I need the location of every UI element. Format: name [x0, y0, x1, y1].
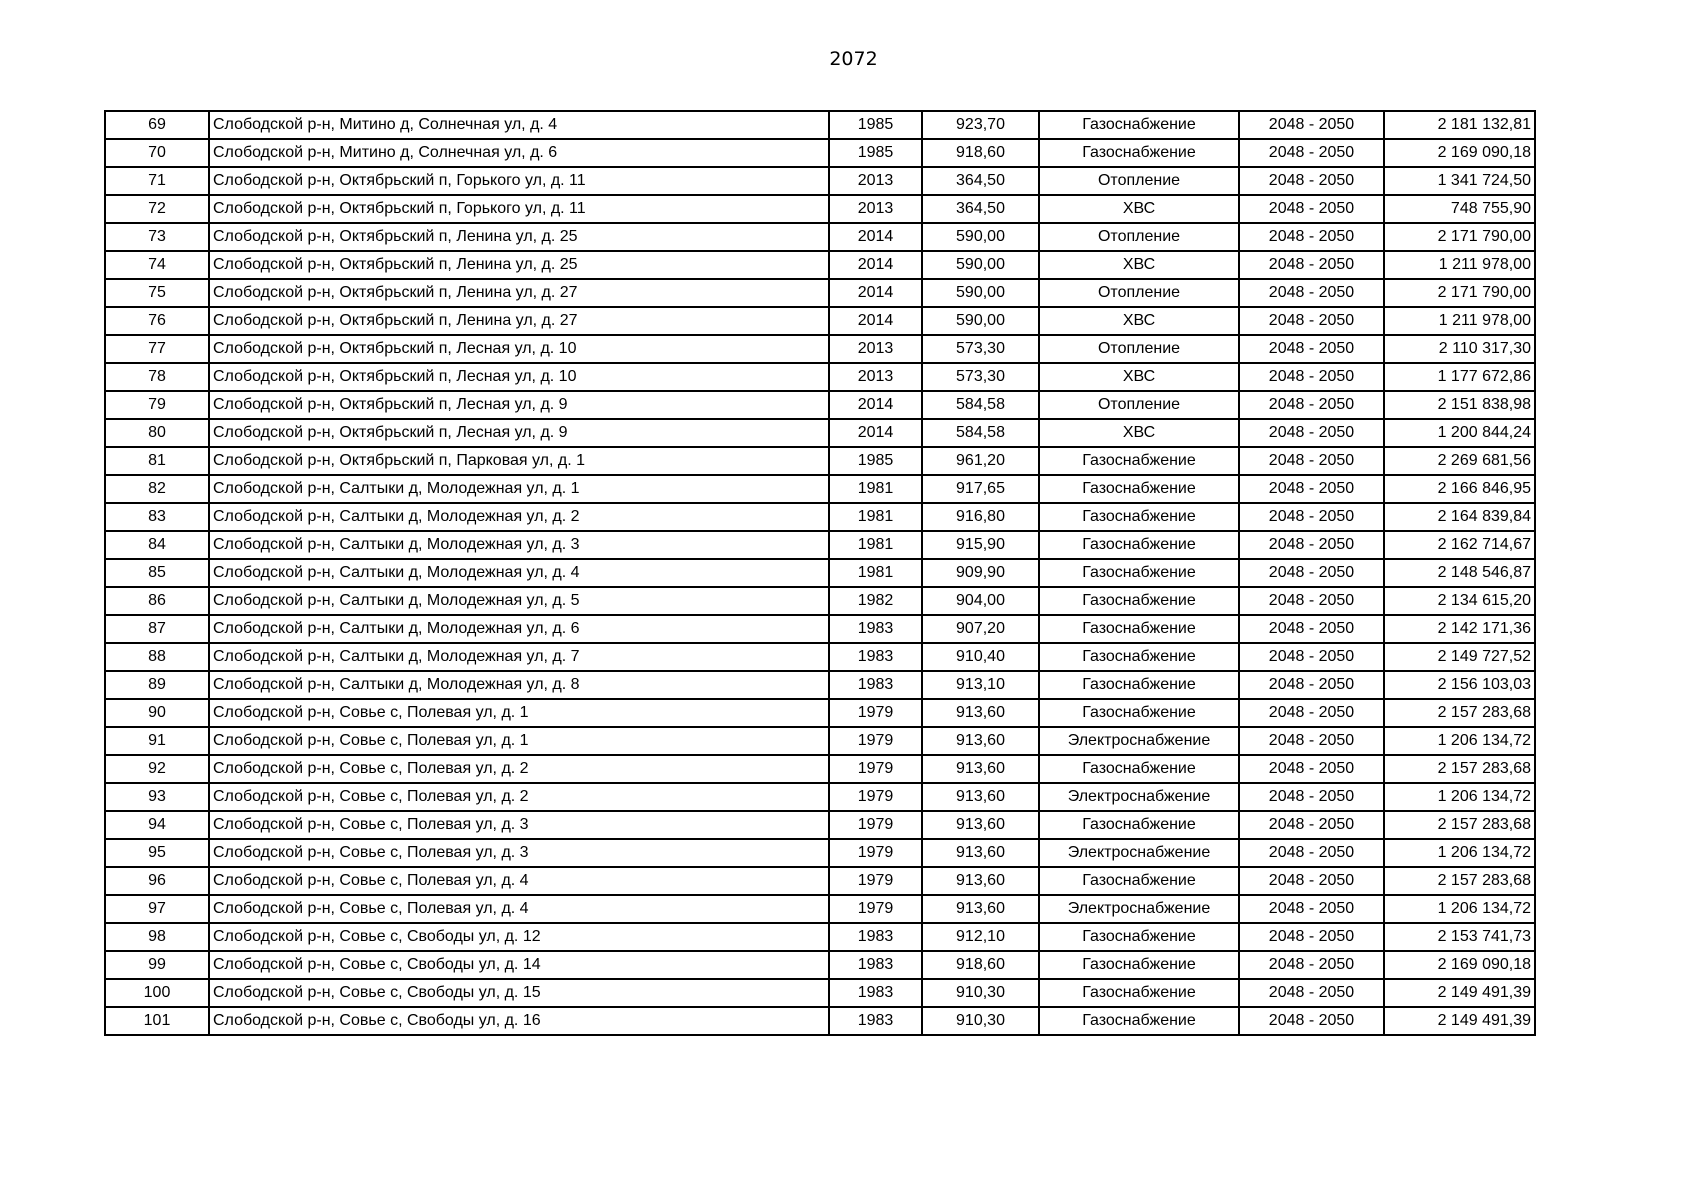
row-number-cell: 89 [105, 671, 209, 699]
work-type-cell: Электроснабжение [1039, 895, 1239, 923]
area-cell: 590,00 [922, 307, 1039, 335]
work-type-cell: Отопление [1039, 335, 1239, 363]
period-cell: 2048 - 2050 [1239, 979, 1384, 1007]
cost-cell: 1 200 844,24 [1384, 419, 1535, 447]
period-cell: 2048 - 2050 [1239, 139, 1384, 167]
work-type-cell: Газоснабжение [1039, 531, 1239, 559]
work-type-cell: Газоснабжение [1039, 615, 1239, 643]
row-number-cell: 98 [105, 923, 209, 951]
period-cell: 2048 - 2050 [1239, 671, 1384, 699]
cost-cell: 2 149 491,39 [1384, 979, 1535, 1007]
period-cell: 2048 - 2050 [1239, 531, 1384, 559]
address-cell: Слободской р-н, Октябрьский п, Горького ул, д. 11 [209, 167, 829, 195]
area-cell: 913,60 [922, 727, 1039, 755]
build-year-cell: 1985 [829, 139, 922, 167]
address-cell: Слободской р-н, Салтыки д, Молодежная ул, д. 6 [209, 615, 829, 643]
build-year-cell: 2014 [829, 391, 922, 419]
row-number-cell: 76 [105, 307, 209, 335]
table-row [105, 1007, 1535, 1035]
period-cell: 2048 - 2050 [1239, 783, 1384, 811]
row-number-cell: 94 [105, 811, 209, 839]
work-type-cell: Газоснабжение [1039, 559, 1239, 587]
work-type-cell: Газоснабжение [1039, 755, 1239, 783]
build-year-cell: 2014 [829, 279, 922, 307]
row-number-cell: 72 [105, 195, 209, 223]
work-type-cell: ХВС [1039, 195, 1239, 223]
table-row [105, 447, 1535, 475]
table-row [105, 475, 1535, 503]
address-cell: Слободской р-н, Совье с, Свободы ул, д. 16 [209, 1007, 829, 1035]
table-row [105, 979, 1535, 1007]
row-number-cell: 85 [105, 559, 209, 587]
address-cell: Слободской р-н, Октябрьский п, Парковая ул, д. 1 [209, 447, 829, 475]
build-year-cell: 1983 [829, 671, 922, 699]
table-row [105, 587, 1535, 615]
period-cell: 2048 - 2050 [1239, 475, 1384, 503]
build-year-cell: 1985 [829, 111, 922, 139]
area-cell: 917,65 [922, 475, 1039, 503]
row-number-cell: 69 [105, 111, 209, 139]
table-row [105, 559, 1535, 587]
row-number-cell: 75 [105, 279, 209, 307]
table-body [105, 111, 1535, 1035]
build-year-cell: 1979 [829, 839, 922, 867]
cost-cell: 2 162 714,67 [1384, 531, 1535, 559]
period-cell: 2048 - 2050 [1239, 615, 1384, 643]
table-row [105, 895, 1535, 923]
area-cell: 584,58 [922, 419, 1039, 447]
build-year-cell: 1982 [829, 587, 922, 615]
area-cell: 910,30 [922, 979, 1039, 1007]
cost-cell: 2 166 846,95 [1384, 475, 1535, 503]
period-cell: 2048 - 2050 [1239, 279, 1384, 307]
work-type-cell: Газоснабжение [1039, 1007, 1239, 1035]
area-cell: 913,60 [922, 755, 1039, 783]
area-cell: 961,20 [922, 447, 1039, 475]
area-cell: 916,80 [922, 503, 1039, 531]
build-year-cell: 1983 [829, 615, 922, 643]
row-number-cell: 79 [105, 391, 209, 419]
build-year-cell: 1979 [829, 699, 922, 727]
work-type-cell: ХВС [1039, 307, 1239, 335]
cost-cell: 1 211 978,00 [1384, 251, 1535, 279]
table-row [105, 923, 1535, 951]
cost-cell: 2 157 283,68 [1384, 755, 1535, 783]
build-year-cell: 1983 [829, 923, 922, 951]
cost-cell: 2 149 491,39 [1384, 1007, 1535, 1035]
build-year-cell: 1981 [829, 475, 922, 503]
work-type-cell: Электроснабжение [1039, 783, 1239, 811]
area-cell: 907,20 [922, 615, 1039, 643]
build-year-cell: 1979 [829, 727, 922, 755]
address-cell: Слободской р-н, Совье с, Свободы ул, д. 14 [209, 951, 829, 979]
address-cell: Слободской р-н, Октябрьский п, Горького ул, д. 11 [209, 195, 829, 223]
address-cell: Слободской р-н, Салтыки д, Молодежная ул, д. 4 [209, 559, 829, 587]
cost-cell: 2 110 317,30 [1384, 335, 1535, 363]
page-number: 2072 [829, 48, 878, 70]
address-cell: Слободской р-н, Салтыки д, Молодежная ул, д. 1 [209, 475, 829, 503]
cost-cell: 1 206 134,72 [1384, 839, 1535, 867]
period-cell: 2048 - 2050 [1239, 503, 1384, 531]
work-type-cell: ХВС [1039, 419, 1239, 447]
work-type-cell: Газоснабжение [1039, 699, 1239, 727]
period-cell: 2048 - 2050 [1239, 951, 1384, 979]
table-row [105, 251, 1535, 279]
table-row [105, 867, 1535, 895]
row-number-cell: 84 [105, 531, 209, 559]
period-cell: 2048 - 2050 [1239, 335, 1384, 363]
period-cell: 2048 - 2050 [1239, 167, 1384, 195]
area-cell: 913,60 [922, 867, 1039, 895]
row-number-cell: 95 [105, 839, 209, 867]
cost-cell: 2 181 132,81 [1384, 111, 1535, 139]
area-cell: 590,00 [922, 279, 1039, 307]
build-year-cell: 2014 [829, 419, 922, 447]
area-cell: 918,60 [922, 139, 1039, 167]
address-cell: Слободской р-н, Совье с, Полевая ул, д. 3 [209, 839, 829, 867]
table-row [105, 615, 1535, 643]
row-number-cell: 71 [105, 167, 209, 195]
area-cell: 918,60 [922, 951, 1039, 979]
work-type-cell: Газоснабжение [1039, 979, 1239, 1007]
area-cell: 590,00 [922, 251, 1039, 279]
area-cell: 904,00 [922, 587, 1039, 615]
period-cell: 2048 - 2050 [1239, 363, 1384, 391]
cost-cell: 1 341 724,50 [1384, 167, 1535, 195]
row-number-cell: 93 [105, 783, 209, 811]
period-cell: 2048 - 2050 [1239, 699, 1384, 727]
cost-cell: 2 171 790,00 [1384, 223, 1535, 251]
area-cell: 910,30 [922, 1007, 1039, 1035]
work-type-cell: Газоснабжение [1039, 139, 1239, 167]
table-row [105, 111, 1535, 139]
area-cell: 915,90 [922, 531, 1039, 559]
cost-cell: 1 211 978,00 [1384, 307, 1535, 335]
row-number-cell: 80 [105, 419, 209, 447]
cost-cell: 1 206 134,72 [1384, 895, 1535, 923]
cost-cell: 2 142 171,36 [1384, 615, 1535, 643]
cost-cell: 1 177 672,86 [1384, 363, 1535, 391]
table-row [105, 419, 1535, 447]
table-row [105, 335, 1535, 363]
address-cell: Слободской р-н, Октябрьский п, Ленина ул, д. 25 [209, 251, 829, 279]
table-row [105, 363, 1535, 391]
row-number-cell: 92 [105, 755, 209, 783]
table-row [105, 531, 1535, 559]
cost-cell: 2 164 839,84 [1384, 503, 1535, 531]
area-cell: 590,00 [922, 223, 1039, 251]
work-type-cell: ХВС [1039, 251, 1239, 279]
build-year-cell: 1985 [829, 447, 922, 475]
build-year-cell: 1979 [829, 895, 922, 923]
build-year-cell: 2013 [829, 195, 922, 223]
address-cell: Слободской р-н, Совье с, Полевая ул, д. 2 [209, 755, 829, 783]
area-cell: 913,60 [922, 895, 1039, 923]
period-cell: 2048 - 2050 [1239, 195, 1384, 223]
row-number-cell: 81 [105, 447, 209, 475]
build-year-cell: 2013 [829, 335, 922, 363]
period-cell: 2048 - 2050 [1239, 811, 1384, 839]
period-cell: 2048 - 2050 [1239, 895, 1384, 923]
address-cell: Слободской р-н, Салтыки д, Молодежная ул, д. 2 [209, 503, 829, 531]
period-cell: 2048 - 2050 [1239, 391, 1384, 419]
address-cell: Слободской р-н, Салтыки д, Молодежная ул, д. 8 [209, 671, 829, 699]
cost-cell: 2 169 090,18 [1384, 139, 1535, 167]
work-type-cell: Газоснабжение [1039, 811, 1239, 839]
period-cell: 2048 - 2050 [1239, 223, 1384, 251]
address-cell: Слободской р-н, Салтыки д, Молодежная ул, д. 5 [209, 587, 829, 615]
work-type-cell: Отопление [1039, 279, 1239, 307]
build-year-cell: 2013 [829, 363, 922, 391]
period-cell: 2048 - 2050 [1239, 419, 1384, 447]
row-number-cell: 83 [105, 503, 209, 531]
build-year-cell: 2013 [829, 167, 922, 195]
work-type-cell: Газоснабжение [1039, 951, 1239, 979]
row-number-cell: 90 [105, 699, 209, 727]
table-row [105, 783, 1535, 811]
area-cell: 573,30 [922, 335, 1039, 363]
row-number-cell: 82 [105, 475, 209, 503]
table-row [105, 727, 1535, 755]
cost-cell: 2 171 790,00 [1384, 279, 1535, 307]
address-cell: Слободской р-н, Октябрьский п, Лесная ул, д. 9 [209, 391, 829, 419]
work-type-cell: Отопление [1039, 167, 1239, 195]
address-cell: Слободской р-н, Октябрьский п, Лесная ул, д. 10 [209, 335, 829, 363]
cost-cell: 2 169 090,18 [1384, 951, 1535, 979]
cost-cell: 2 151 838,98 [1384, 391, 1535, 419]
row-number-cell: 86 [105, 587, 209, 615]
address-cell: Слободской р-н, Октябрьский п, Ленина ул, д. 25 [209, 223, 829, 251]
period-cell: 2048 - 2050 [1239, 643, 1384, 671]
table-row [105, 223, 1535, 251]
row-number-cell: 100 [105, 979, 209, 1007]
work-type-cell: Газоснабжение [1039, 503, 1239, 531]
area-cell: 909,90 [922, 559, 1039, 587]
cost-cell: 2 157 283,68 [1384, 699, 1535, 727]
area-cell: 364,50 [922, 195, 1039, 223]
table-row [105, 167, 1535, 195]
period-cell: 2048 - 2050 [1239, 867, 1384, 895]
work-type-cell: Газоснабжение [1039, 447, 1239, 475]
build-year-cell: 1981 [829, 559, 922, 587]
area-cell: 913,10 [922, 671, 1039, 699]
work-type-cell: Отопление [1039, 391, 1239, 419]
build-year-cell: 1983 [829, 979, 922, 1007]
table-row [105, 839, 1535, 867]
cost-cell: 2 156 103,03 [1384, 671, 1535, 699]
build-year-cell: 1981 [829, 531, 922, 559]
table-row [105, 307, 1535, 335]
address-cell: Слободской р-н, Салтыки д, Молодежная ул, д. 3 [209, 531, 829, 559]
row-number-cell: 78 [105, 363, 209, 391]
period-cell: 2048 - 2050 [1239, 755, 1384, 783]
address-cell: Слободской р-н, Совье с, Свободы ул, д. 12 [209, 923, 829, 951]
area-cell: 364,50 [922, 167, 1039, 195]
area-cell: 913,60 [922, 699, 1039, 727]
address-cell: Слободской р-н, Митино д, Солнечная ул, д. 6 [209, 139, 829, 167]
table-row [105, 699, 1535, 727]
period-cell: 2048 - 2050 [1239, 307, 1384, 335]
period-cell: 2048 - 2050 [1239, 1007, 1384, 1035]
address-cell: Слободской р-н, Октябрьский п, Ленина ул, д. 27 [209, 279, 829, 307]
cost-cell: 1 206 134,72 [1384, 727, 1535, 755]
area-cell: 913,60 [922, 783, 1039, 811]
cost-cell: 2 134 615,20 [1384, 587, 1535, 615]
table-row [105, 279, 1535, 307]
address-cell: Слободской р-н, Совье с, Полевая ул, д. 2 [209, 783, 829, 811]
work-type-cell: Газоснабжение [1039, 475, 1239, 503]
row-number-cell: 70 [105, 139, 209, 167]
work-type-cell: ХВС [1039, 363, 1239, 391]
address-cell: Слободской р-н, Совье с, Полевая ул, д. 1 [209, 699, 829, 727]
build-year-cell: 1983 [829, 1007, 922, 1035]
build-year-cell: 1979 [829, 755, 922, 783]
work-type-cell: Газоснабжение [1039, 111, 1239, 139]
work-type-cell: Газоснабжение [1039, 643, 1239, 671]
cost-cell: 2 153 741,73 [1384, 923, 1535, 951]
cost-cell: 2 148 546,87 [1384, 559, 1535, 587]
period-cell: 2048 - 2050 [1239, 839, 1384, 867]
address-cell: Слободской р-н, Совье с, Полевая ул, д. 4 [209, 867, 829, 895]
capital-repair-table [104, 110, 1536, 1036]
period-cell: 2048 - 2050 [1239, 251, 1384, 279]
table-row [105, 195, 1535, 223]
cost-cell: 748 755,90 [1384, 195, 1535, 223]
table-row [105, 643, 1535, 671]
cost-cell: 2 269 681,56 [1384, 447, 1535, 475]
work-type-cell: Газоснабжение [1039, 671, 1239, 699]
area-cell: 923,70 [922, 111, 1039, 139]
area-cell: 912,10 [922, 923, 1039, 951]
work-type-cell: Газоснабжение [1039, 867, 1239, 895]
build-year-cell: 1979 [829, 811, 922, 839]
row-number-cell: 91 [105, 727, 209, 755]
work-type-cell: Электроснабжение [1039, 839, 1239, 867]
build-year-cell: 1979 [829, 867, 922, 895]
row-number-cell: 87 [105, 615, 209, 643]
table-row [105, 811, 1535, 839]
area-cell: 913,60 [922, 811, 1039, 839]
cost-cell: 2 149 727,52 [1384, 643, 1535, 671]
build-year-cell: 2014 [829, 307, 922, 335]
cost-cell: 2 157 283,68 [1384, 811, 1535, 839]
area-cell: 913,60 [922, 839, 1039, 867]
work-type-cell: Газоснабжение [1039, 923, 1239, 951]
cost-cell: 2 157 283,68 [1384, 867, 1535, 895]
table-row [105, 951, 1535, 979]
address-cell: Слободской р-н, Октябрьский п, Лесная ул, д. 9 [209, 419, 829, 447]
row-number-cell: 73 [105, 223, 209, 251]
build-year-cell: 1981 [829, 503, 922, 531]
address-cell: Слободской р-н, Октябрьский п, Лесная ул, д. 10 [209, 363, 829, 391]
address-cell: Слободской р-н, Совье с, Полевая ул, д. 4 [209, 895, 829, 923]
period-cell: 2048 - 2050 [1239, 111, 1384, 139]
cost-cell: 1 206 134,72 [1384, 783, 1535, 811]
table-row [105, 755, 1535, 783]
period-cell: 2048 - 2050 [1239, 447, 1384, 475]
work-type-cell: Газоснабжение [1039, 587, 1239, 615]
row-number-cell: 99 [105, 951, 209, 979]
table-row [105, 671, 1535, 699]
work-type-cell: Отопление [1039, 223, 1239, 251]
build-year-cell: 2014 [829, 251, 922, 279]
build-year-cell: 1979 [829, 783, 922, 811]
row-number-cell: 77 [105, 335, 209, 363]
area-cell: 910,40 [922, 643, 1039, 671]
row-number-cell: 101 [105, 1007, 209, 1035]
address-cell: Слободской р-н, Совье с, Свободы ул, д. 15 [209, 979, 829, 1007]
row-number-cell: 96 [105, 867, 209, 895]
period-cell: 2048 - 2050 [1239, 587, 1384, 615]
area-cell: 584,58 [922, 391, 1039, 419]
row-number-cell: 88 [105, 643, 209, 671]
address-cell: Слободской р-н, Салтыки д, Молодежная ул, д. 7 [209, 643, 829, 671]
period-cell: 2048 - 2050 [1239, 923, 1384, 951]
address-cell: Слободской р-н, Совье с, Полевая ул, д. 1 [209, 727, 829, 755]
build-year-cell: 1983 [829, 643, 922, 671]
row-number-cell: 74 [105, 251, 209, 279]
row-number-cell: 97 [105, 895, 209, 923]
table-row [105, 503, 1535, 531]
build-year-cell: 2014 [829, 223, 922, 251]
area-cell: 573,30 [922, 363, 1039, 391]
address-cell: Слободской р-н, Совье с, Полевая ул, д. 3 [209, 811, 829, 839]
address-cell: Слободской р-н, Митино д, Солнечная ул, д. 4 [209, 111, 829, 139]
table-row [105, 139, 1535, 167]
build-year-cell: 1983 [829, 951, 922, 979]
table-row [105, 391, 1535, 419]
period-cell: 2048 - 2050 [1239, 727, 1384, 755]
address-cell: Слободской р-н, Октябрьский п, Ленина ул, д. 27 [209, 307, 829, 335]
work-type-cell: Электроснабжение [1039, 727, 1239, 755]
period-cell: 2048 - 2050 [1239, 559, 1384, 587]
